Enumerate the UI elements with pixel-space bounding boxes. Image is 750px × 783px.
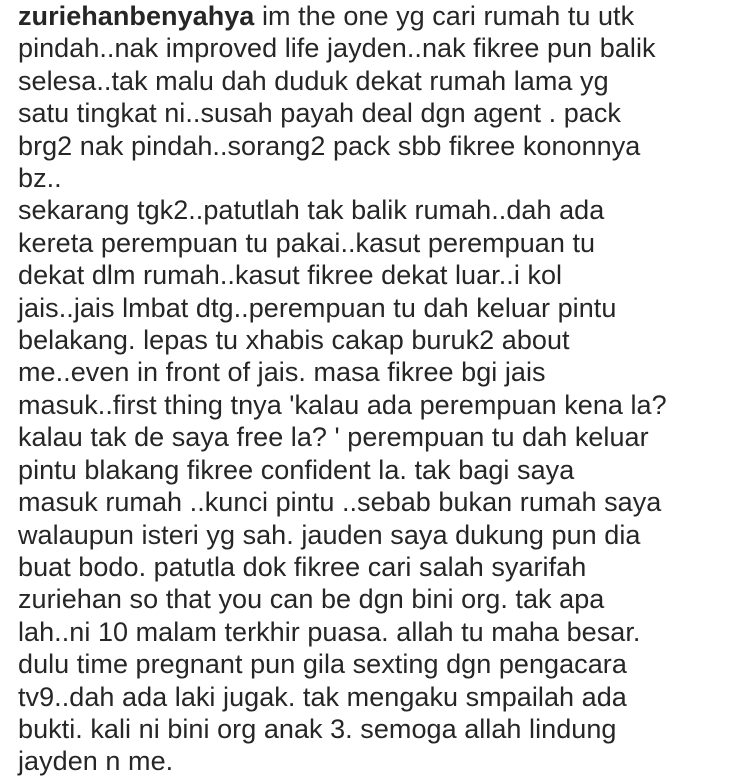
comment-username[interactable]: zuriehanbenyahya [18,1,255,31]
comment-second-paragraph: sekarang tgk2..patutlah tak balik rumah..dah ada kereta perempuan tu pakai..kasut perempuan tu dekat dlm rumah..kasut fikree dekat luar..i kol jais..jais lmbat dtg..perempuan tu dah keluar pintu belakang. lepas tu xhabis cakap buruk2 about me..even in front of jais. masa fikree bgi jais masuk..first thing tnya 'kalau ada perempuan kena la? kalau tak de saya free la? ' perempuan tu dah keluar pintu blakang fikree confident la. tak bagi saya masuk rumah ..kunci pintu ..sebab bukan rumah saya walaupun isteri yg sah. jauden saya dukung pun dia buat bodo. patutla dok fikree cari salah syarifah zuriehan so that you can be dgn bini org. tak apa lah..ni 10 malam terkhir puasa. allah tu maha besar. dulu time pregnant pun gila sexting dgn pengacara tv9..dah ada laki jugak. tak mengaku smpailah ada bukti. kali ni bini org anak 3. semoga allah lindung jayden n me. [18,195,667,777]
comment-text-first: im the one yg cari rumah tu utk pindah..nak improved life jayden..nak fikree pun balik selesa..tak malu dah duduk dekat rumah lama yg satu tingkat ni..susah payah deal dgn agent . pack brg2 nak pindah..sorang2 pack sbb fikree kononnya bz.. [18,1,656,194]
comment-first-paragraph [18,0,736,194]
